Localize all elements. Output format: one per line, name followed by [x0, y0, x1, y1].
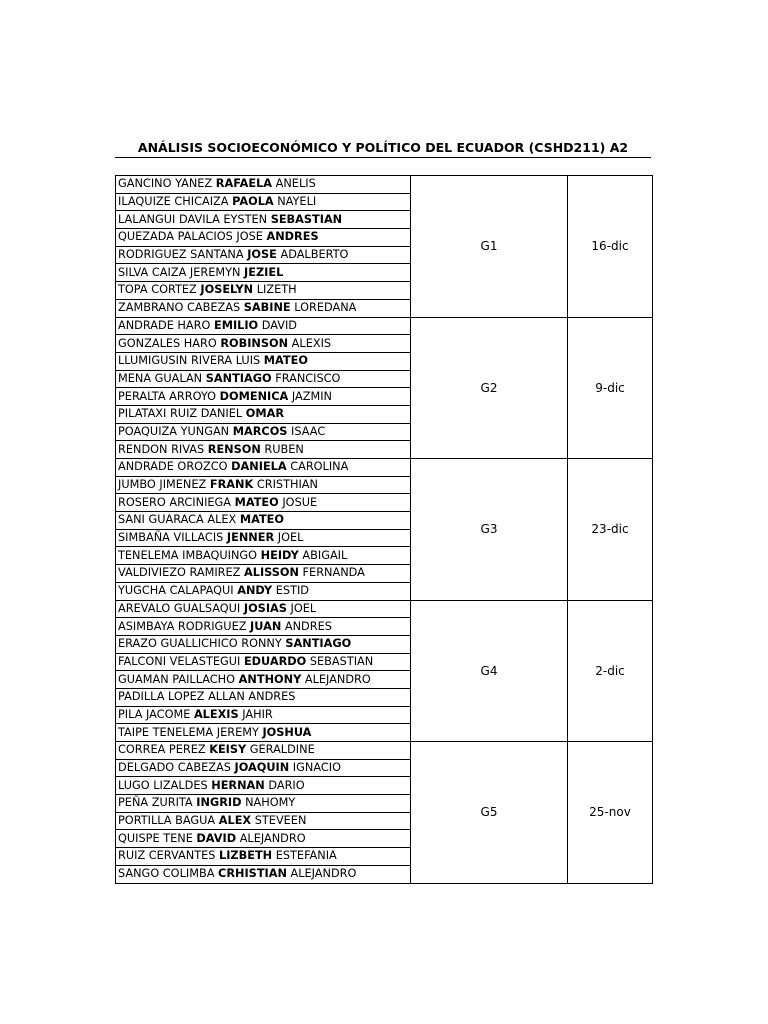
student-highlighted-name: MATEO [263, 354, 308, 368]
student-name-part: ALEJANDRO [286, 867, 357, 881]
student-name-part: YUGCHA CALAPAQUI [118, 584, 238, 598]
student-name-part: SILVA CAIZA JEREMYN [118, 265, 245, 279]
student-name-part: TAIPE TENELEMA JEREMY [118, 725, 263, 739]
student-highlighted-name: LIZBETH [219, 849, 273, 863]
student-name-cell [116, 335, 411, 353]
student-name-cell [116, 653, 411, 671]
student-name-cell [116, 848, 411, 866]
student-name-part: TOPA CORTEZ [118, 283, 201, 297]
student-highlighted-name: ANDRES [266, 230, 319, 244]
student-highlighted-name: DANIELA [231, 460, 287, 474]
student-name-part: CRISTHIAN [253, 478, 318, 492]
student-name-part: ROSERO ARCINIEGA [118, 495, 235, 509]
table-row [116, 742, 653, 760]
table-row [116, 317, 653, 335]
student-name-part: PORTILLA BAGUA [118, 814, 219, 828]
student-name-part: ALEXIS [288, 336, 332, 350]
student-name-cell [116, 352, 411, 370]
student-name-part: PADILLA LOPEZ ALLAN ANDRES [118, 690, 296, 704]
student-highlighted-name: EMILIO [213, 318, 259, 332]
student-name-cell [116, 529, 411, 547]
student-name-cell [116, 441, 411, 459]
student-name-cell [116, 388, 411, 406]
student-name-part: JOEL [274, 531, 304, 545]
student-name-part: QUEZADA PALACIOS JOSE [118, 230, 267, 244]
student-name-part: LIZETH [253, 283, 297, 297]
student-name-cell [116, 724, 411, 742]
student-name-cell [116, 246, 411, 264]
student-name-part: LOREDANA [290, 301, 357, 315]
student-name-part: ERAZO GUALLICHICO RONNY [118, 637, 286, 651]
student-name-part: JAZMIN [288, 389, 332, 403]
table-body [116, 176, 653, 884]
student-name-part: ANELIS [272, 177, 316, 191]
group-label-cell: G2 [411, 317, 568, 459]
student-name-part: TENELEMA IMBAQUINGO [118, 548, 261, 562]
student-name-part: NAHOMY [241, 796, 296, 810]
student-highlighted-name: JOAQUIN [234, 761, 290, 775]
student-name-cell [116, 193, 411, 211]
student-name-part: SANGO COLIMBA [118, 867, 219, 881]
group-date-cell: 16-dic [568, 176, 653, 318]
student-name-cell [116, 459, 411, 477]
student-highlighted-name: SANTIAGO [205, 371, 272, 385]
student-name-cell [116, 635, 411, 653]
student-name-cell [116, 759, 411, 777]
student-name-cell [116, 830, 411, 848]
group-date-cell: 2-dic [568, 600, 653, 742]
student-name-part: ALEJANDRO [236, 831, 306, 845]
student-group-table [115, 175, 653, 884]
student-highlighted-name: DAVID [196, 831, 237, 845]
group-label-cell: G4 [411, 600, 568, 742]
student-name-part: JOSUE [278, 495, 318, 509]
group-date-cell: 23-dic [568, 459, 653, 601]
student-highlighted-name: DOMENICA [219, 389, 289, 403]
student-name-part: SEBASTIAN [306, 654, 374, 668]
student-highlighted-name: SABINE [243, 301, 291, 315]
student-name-part: ABIGAIL [298, 548, 348, 562]
student-name-cell [116, 264, 411, 282]
student-highlighted-name: JUAN [250, 619, 282, 633]
student-name-part: ASIMBAYA RODRIGUEZ [118, 619, 251, 633]
student-name-part: DARIO [264, 778, 305, 792]
student-name-cell [116, 671, 411, 689]
student-name-cell [116, 865, 411, 883]
table-row [116, 600, 653, 618]
student-name-part: ESTID [272, 584, 310, 598]
student-highlighted-name: OMAR [245, 407, 285, 421]
student-name-part: JAHIR [238, 707, 273, 721]
student-name-part: JOEL [286, 601, 317, 615]
student-highlighted-name: JOSHUA [262, 725, 312, 739]
student-highlighted-name: CRHISTIAN [218, 867, 287, 881]
student-name-part: SIMBAÑA VILLACIS [118, 531, 227, 545]
student-name-part: SANI GUARACA ALEX [118, 513, 240, 527]
student-name-part: LUGO LIZALDES [118, 778, 212, 792]
student-name-part: GUAMAN PAILLACHO [118, 672, 239, 686]
student-highlighted-name: JOSIAS [243, 601, 287, 615]
student-highlighted-name: RAFAELA [215, 177, 273, 191]
student-name-part: ILAQUIZE CHICAIZA [118, 195, 233, 209]
student-highlighted-name: RENSON [207, 442, 261, 456]
student-name-part: ANDRADE OROZCO [118, 460, 232, 474]
group-label-cell: G3 [411, 459, 568, 601]
student-highlighted-name: KEISY [209, 743, 247, 757]
student-name-part: ESTEFANIA [272, 849, 337, 863]
student-name-part: GANCINO YANEZ [118, 177, 216, 191]
student-name-part: RUIZ CERVANTES [118, 849, 220, 863]
student-highlighted-name: MATEO [234, 495, 279, 509]
student-highlighted-name: EDUARDO [243, 654, 307, 668]
student-name-part: DELGADO CABEZAS [118, 761, 235, 775]
student-name-cell [116, 618, 411, 636]
student-name-part: PILATAXI RUIZ DANIEL [118, 407, 246, 421]
student-highlighted-name: SEBASTIAN [270, 212, 343, 226]
student-name-part: DAVID [258, 318, 298, 332]
student-name-cell [116, 565, 411, 583]
group-label-cell: G1 [411, 176, 568, 318]
student-name-part: ANDRES [281, 619, 332, 633]
student-name-cell [116, 742, 411, 760]
document-title: ANÁLISIS SOCIOECONÓMICO Y POLÍTICO DEL ECUADOR (CSHD211) A2 [137, 140, 629, 155]
student-name-cell [116, 688, 411, 706]
student-name-cell [116, 423, 411, 441]
student-highlighted-name: ALISSON [244, 566, 299, 580]
student-name-cell [116, 211, 411, 229]
student-highlighted-name: ANTHONY [238, 672, 302, 686]
student-name-part: ALEJANDRO [301, 672, 371, 686]
title-underline [115, 157, 651, 158]
student-name-part: PERALTA ARROYO [118, 389, 220, 403]
student-highlighted-name: HEIDY [260, 548, 299, 562]
student-name-part: VALDIVIEZO RAMIREZ [118, 566, 244, 580]
student-highlighted-name: PAOLA [232, 195, 274, 209]
student-highlighted-name: JEZIEL [244, 265, 284, 279]
student-name-part: QUISPE TENE [118, 831, 197, 845]
student-name-part: RUBEN [260, 442, 304, 456]
student-highlighted-name: INGRID [196, 796, 242, 810]
student-name-part: FRANCISCO [271, 371, 341, 385]
table-row [116, 459, 653, 477]
student-name-part: NAYELI [273, 195, 317, 209]
student-name-part: CAROLINA [286, 460, 349, 474]
student-name-cell [116, 176, 411, 194]
student-name-cell [116, 582, 411, 600]
student-highlighted-name: JENNER [226, 531, 275, 545]
group-label-cell: G5 [411, 742, 568, 884]
student-name-cell [116, 547, 411, 565]
student-highlighted-name: SANTIAGO [285, 637, 352, 651]
student-name-part: GONZALES HARO [118, 336, 221, 350]
student-highlighted-name: MARCOS [232, 424, 288, 438]
student-name-part: IGNACIO [289, 761, 341, 775]
student-name-part: ANDRADE HARO [118, 318, 214, 332]
student-highlighted-name: FRANK [209, 478, 254, 492]
student-name-cell [116, 512, 411, 530]
student-name-part: STEVEEN [251, 814, 307, 828]
group-date-cell: 25-nov [568, 742, 653, 884]
student-name-cell [116, 370, 411, 388]
student-name-part: FERNANDA [298, 566, 365, 580]
student-highlighted-name: ALEXIS [193, 707, 239, 721]
student-name-cell [116, 299, 411, 317]
student-name-part: LLUMIGUSIN RIVERA LUIS [118, 354, 264, 368]
student-name-cell [116, 777, 411, 795]
student-name-cell [116, 812, 411, 830]
student-name-part: FALCONI VELASTEGUI [118, 654, 244, 668]
student-highlighted-name: ANDY [237, 584, 273, 598]
student-name-part: ZAMBRANO CABEZAS [118, 301, 244, 315]
student-name-part: GERALDINE [246, 743, 315, 757]
student-name-part: JUMBO JIMENEZ [118, 478, 210, 492]
student-name-part: CORREA PEREZ [118, 743, 210, 757]
student-name-part: AREVALO GUALSAQUI [118, 601, 244, 615]
student-highlighted-name: MATEO [239, 513, 284, 527]
student-highlighted-name: JOSELYN [200, 283, 254, 297]
student-name-cell [116, 706, 411, 724]
table-row [116, 176, 653, 194]
student-name-cell [116, 229, 411, 247]
student-name-part: ISAAC [287, 424, 326, 438]
student-name-part: MENA GUALAN [118, 371, 206, 385]
student-name-part: RENDON RIVAS [118, 442, 208, 456]
student-name-part: ADALBERTO [276, 248, 349, 262]
student-name-cell [116, 282, 411, 300]
student-name-part: POAQUIZA YUNGAN [118, 424, 233, 438]
student-name-cell [116, 476, 411, 494]
student-name-part: PEÑA ZURITA [118, 796, 197, 810]
student-name-part: RODRIGUEZ SANTANA [118, 248, 248, 262]
student-highlighted-name: HERNAN [211, 778, 265, 792]
student-name-cell [116, 494, 411, 512]
student-name-cell [116, 317, 411, 335]
student-name-cell [116, 600, 411, 618]
student-highlighted-name: ROBINSON [220, 336, 289, 350]
student-name-part: LALANGUI DAVILA EYSTEN [118, 212, 271, 226]
student-highlighted-name: ALEX [218, 814, 252, 828]
group-date-cell: 9-dic [568, 317, 653, 459]
student-name-cell [116, 405, 411, 423]
student-name-part: PILA JACOME [118, 707, 194, 721]
student-name-cell [116, 795, 411, 813]
student-highlighted-name: JOSE [247, 248, 277, 262]
